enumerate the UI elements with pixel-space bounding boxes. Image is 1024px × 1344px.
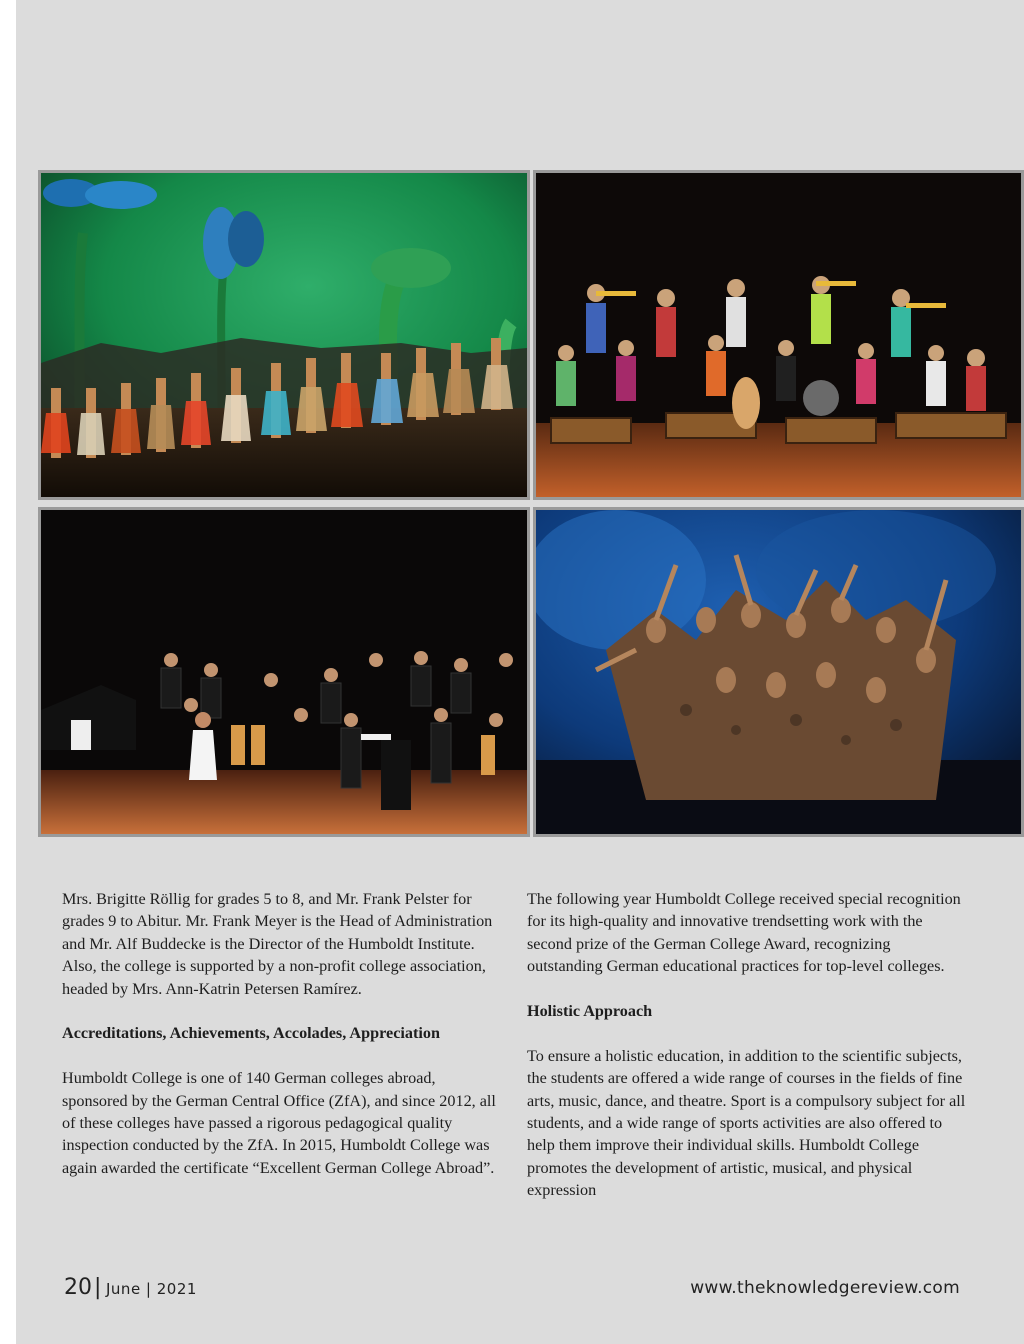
article-column-left xyxy=(62,888,502,1202)
photo-dance-troupe-blue xyxy=(533,507,1024,837)
photo-student-orchestra xyxy=(533,170,1024,500)
paragraph: To ensure a holistic education, in addition to the scientific subjects, the students are offered a wide range of courses in the fields of fine arts, music, dance, and theatre. Sport is a compulsory subject for all students, and a wide range of sports activities are also offered to help them improve their individual skills. Humboldt College promotes the development of artistic, musical, and physical expression xyxy=(527,1046,966,1200)
photo-big-band-singer xyxy=(38,507,530,837)
website-url: www.theknowledgereview.com xyxy=(690,1278,960,1298)
photo-dancers-green-stage xyxy=(38,170,530,500)
section-heading: Holistic Approach xyxy=(527,1002,653,1021)
paragraph: Mrs. Brigitte Röllig for grades 5 to 8, and Mr. Frank Pelster for grades 9 to Abitur. Mr. Frank Meyer is the Head of Administration and Mr. Alf Buddecke is the Director of the Humboldt Institute. Also, the college is supported by a non-profit college association, headed by Mrs. Ann-Katrin Petersen Ramírez. xyxy=(62,890,493,998)
page-number: 20 xyxy=(64,1275,92,1300)
article-column-right xyxy=(527,888,967,1224)
section-heading: Accreditations, Achievements, Accolades, Appreciation xyxy=(62,1024,440,1043)
issue-date: June | 2021 xyxy=(106,1280,197,1298)
page-separator: | xyxy=(94,1275,102,1300)
paragraph: Humboldt College is one of 140 German colleges abroad, sponsored by the German Central Office (ZfA), and since 2012, all of these colleges have passed a rigorous pedagogical quality inspection conducted by the ZfA. In 2015, Humboldt College was again awarded the certificate “Excellent German College Abroad”. xyxy=(62,1069,496,1177)
page-footer xyxy=(64,1274,960,1302)
paragraph: The following year Humboldt College received special recognition for its high-quality and innovative trendsetting work with the second prize of the German College Award, recognizing outstanding German educational practices for top-level colleges. xyxy=(527,890,961,976)
